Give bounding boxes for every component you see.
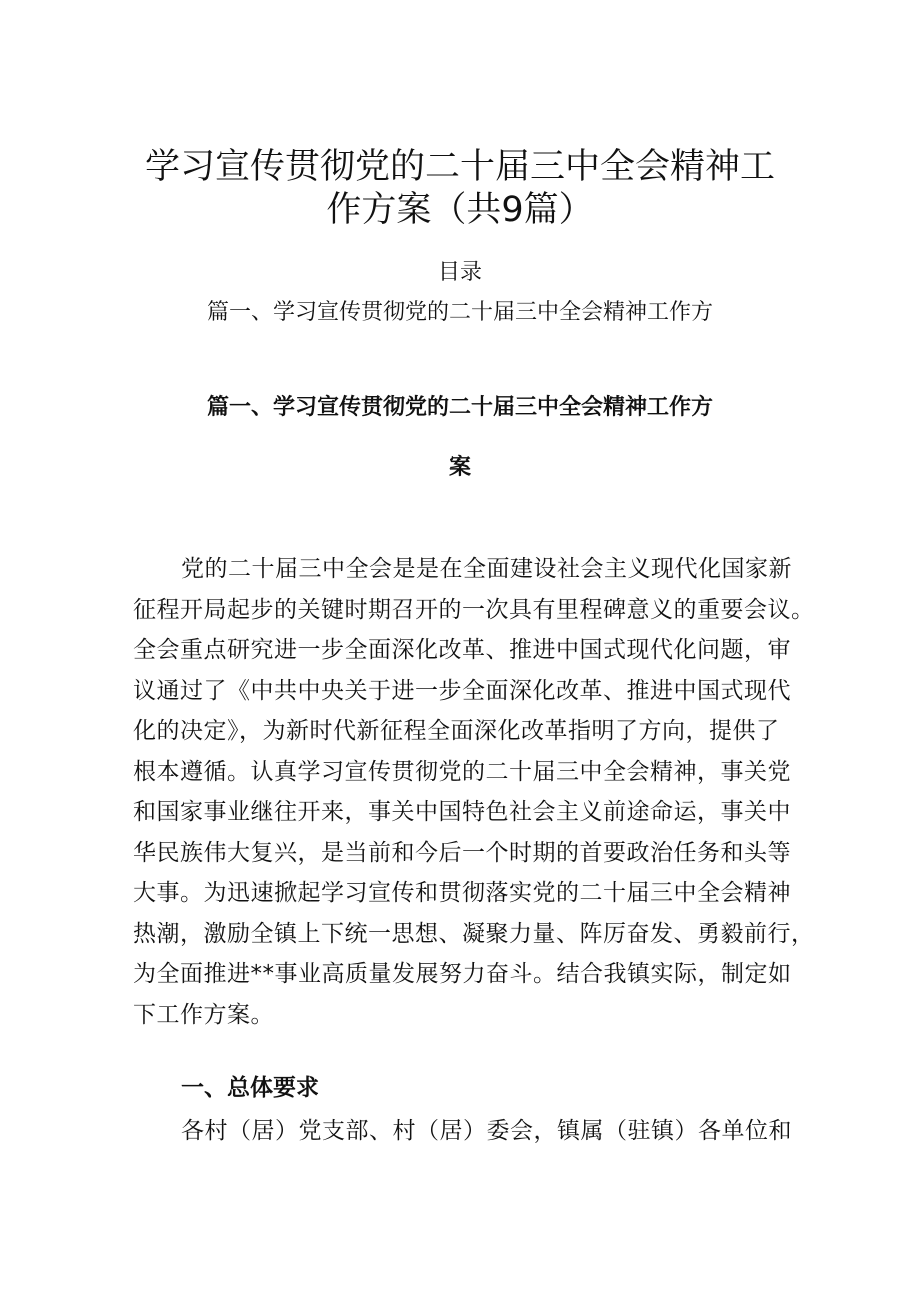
paragraph-line: 党的二十届三中全会是是在全面建设社会主义现代化国家新 xyxy=(181,556,792,582)
toc-item-1: 篇一、学习宣传贯彻党的二十届三中全会精神工作方 xyxy=(206,300,713,325)
paragraph-2-line-1: 各村（居）党支部、村（居）委会，镇属（驻镇）各单位和 xyxy=(181,1118,792,1144)
paragraph-line: 大事。为迅速掀起学习宣传和贯彻落实党的二十届三中全会精神 xyxy=(133,880,791,906)
paragraph-line: 华民族伟大复兴，是当前和今后一个时期的首要政治任务和头等 xyxy=(133,839,791,866)
subheading-general-requirements: 一、总体要求 xyxy=(181,1075,319,1101)
toc-label: 目录 xyxy=(437,260,482,285)
paragraph-line: 和国家事业继往开来，事关中国特色社会主义前途命运，事关中 xyxy=(133,799,791,825)
paragraph-line: 热潮，激励全镇上下统一思想、凝聚力量、阵厉奋发、勇毅前行， xyxy=(133,920,815,947)
paragraph-line: 议通过了《中共中央关于进一步全面深化改革、推进中国式现代 xyxy=(133,677,791,704)
paragraph-line: 为全面推进**事业高质量发展努力奋斗。结合我镇实际，制定如 xyxy=(133,961,792,987)
section-heading-line-1: 篇一、学习宣传贯彻党的二十届三中全会精神工作方 xyxy=(206,395,713,420)
paragraph-line: 征程开局起步的关键时期召开的一次具有里程碑意义的重要会议。 xyxy=(133,596,815,623)
document-title-line-1: 学习宣传贯彻党的二十届三中全会精神工 xyxy=(144,147,775,187)
document-title-line-2: 作方案（共9篇） xyxy=(326,190,594,230)
paragraph-line: 根本遵循。认真学习宣传贯彻党的二十届三中全会精神，事关党 xyxy=(133,758,791,785)
paragraph-1 xyxy=(133,549,815,1035)
paragraph-line: 下工作方案。 xyxy=(133,1001,274,1028)
paragraph-line: 全会重点研究进一步全面深化改革、推进中国式现代化问题，审 xyxy=(133,637,791,663)
section-heading-line-2: 案 xyxy=(448,455,471,480)
paragraph-line: 化的决定》，为新时代新征程全面深化改革指明了方向，提供了 xyxy=(133,718,780,744)
